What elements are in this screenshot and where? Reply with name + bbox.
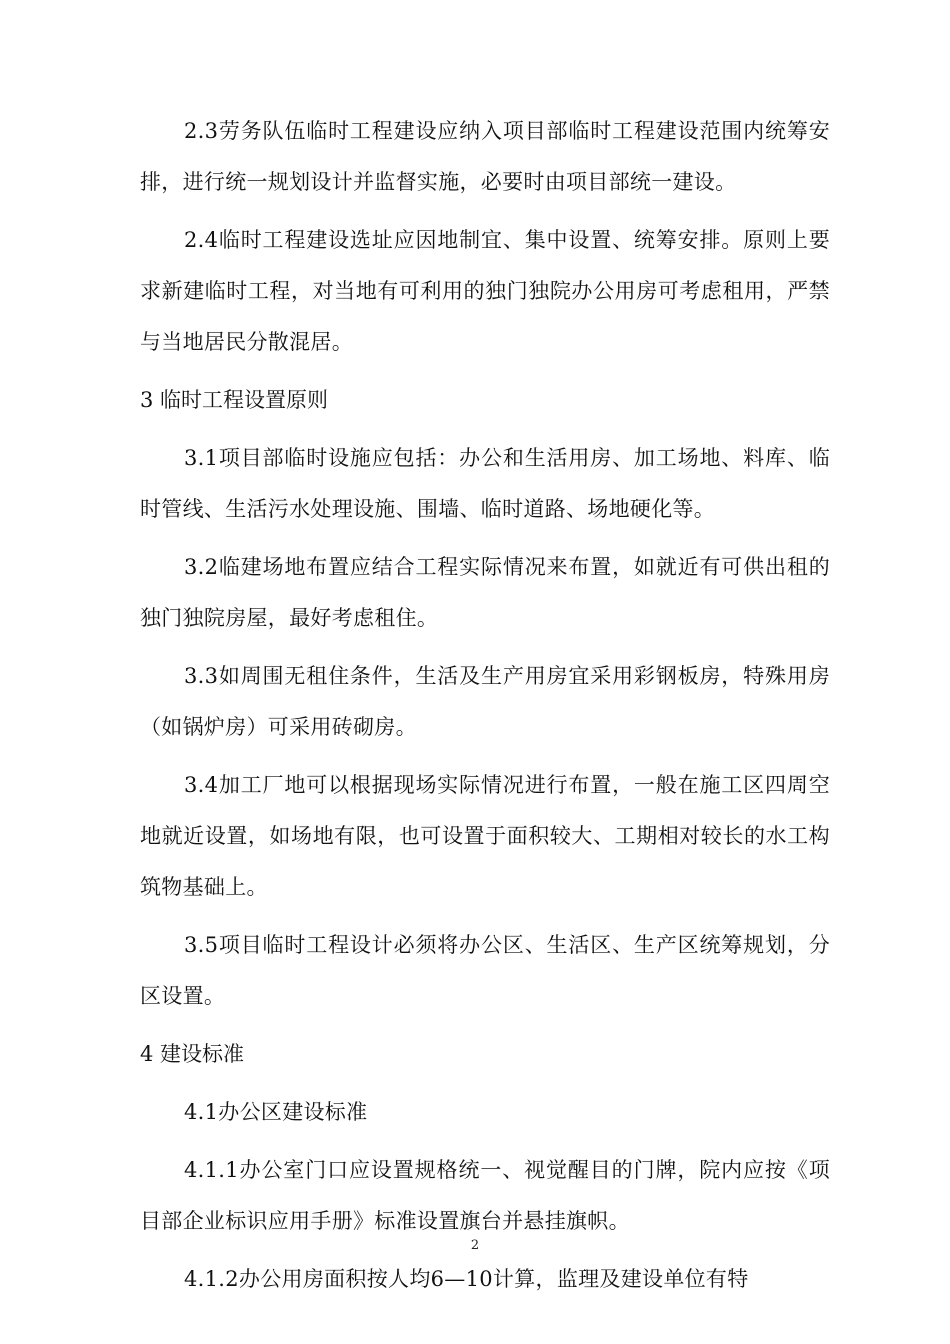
paragraph-3-4: 3.4加工厂地可以根据现场实际情况进行布置，一般在施工区四周空地就近设置，如场地有限，也可设置于面积较大、工期相对较长的水工构筑物基础上。: [140, 773, 830, 899]
paragraph-2-4: 2.4临时工程建设选址应因地制宜、集中设置、统筹安排。原则上要求新建临时工程，对当地有可利用的独门独院办公用房可考虑租用，严禁与当地居民分散混居。: [140, 228, 830, 354]
subheading-4-1: 4.1办公区建设标准: [184, 1100, 368, 1124]
page-number: 2: [470, 1238, 480, 1253]
document-body: [140, 106, 830, 1312]
paragraph-3-1: 3.1项目部临时设施应包括：办公和生活用房、加工场地、料库、临时管线、生活污水处理设施、围墙、临时道路、场地硬化等。: [140, 446, 830, 521]
paragraph-4-1-2: 4.1.2办公用房面积按人均6—10计算，监理及建设单位有特: [184, 1267, 749, 1291]
section-heading-3: 3 临时工程设置原则: [140, 388, 329, 412]
paragraph-3-3: 3.3如周围无租住条件，生活及生产用房宜采用彩钢板房，特殊用房（如锅炉房）可采用砖砌房。: [140, 664, 830, 739]
paragraph-2-3: 2.3劳务队伍临时工程建设应纳入项目部临时工程建设范围内统筹安排，进行统一规划设计并监督实施，必要时由项目部统一建设。: [140, 119, 830, 194]
paragraph-3-2: 3.2临建场地布置应结合工程实际情况来布置，如就近有可供出租的独门独院房屋，最好考虑租住。: [140, 555, 830, 630]
section-heading-4: 4 建设标准: [140, 1042, 245, 1066]
paragraph-3-5: 3.5项目临时工程设计必须将办公区、生活区、生产区统筹规划，分区设置。: [140, 933, 830, 1008]
paragraph-4-1-1: 4.1.1办公室门口应设置规格统一、视觉醒目的门牌，院内应按《项目部企业标识应用手册》标准设置旗台并悬挂旗帜。: [140, 1158, 830, 1233]
